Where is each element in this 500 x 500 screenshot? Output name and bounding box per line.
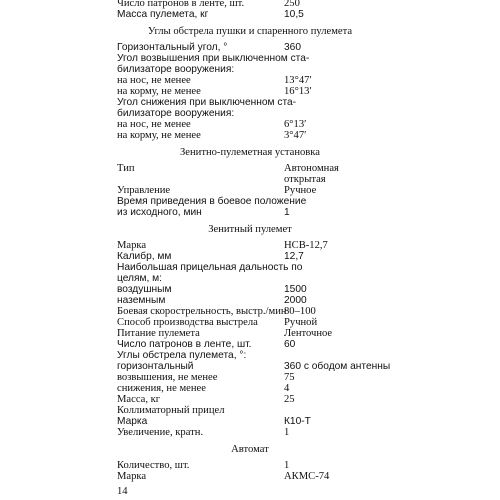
spec-label: Коллиматорный прицел [117, 405, 225, 416]
spec-value: 360 [284, 42, 301, 53]
spec-value: Ленточное [284, 328, 333, 339]
spec-value: 2000 [284, 295, 307, 306]
spec-label: на нос, не менее [117, 119, 191, 130]
spec-label: Марка [117, 416, 148, 427]
spec-label: воздушным [117, 284, 172, 295]
spec-value: Ручной [284, 317, 318, 328]
page-number: 14 [117, 486, 128, 497]
spec-label: Горизонтальный угол, ° [117, 42, 228, 53]
spec-label: Боевая скорострельность, выстр./мин [117, 306, 287, 317]
spec-value: 4 [284, 383, 290, 394]
spec-value: Ручное [284, 185, 317, 196]
spec-label: Угол возвышения при выключенном ста- [117, 53, 310, 64]
spec-label: возвышения, не менее [117, 372, 218, 383]
spec-label: Время приведения в боевое положение [117, 196, 307, 207]
spec-label: Марка [117, 240, 147, 251]
section-heading: Углы обстрела пушки и спаренного пулемета [147, 26, 353, 37]
spec-value: 6°13′ [284, 119, 307, 130]
spec-value: 75 [284, 372, 295, 383]
spec-value: 1 [284, 207, 290, 218]
section-heading: Автомат [231, 444, 269, 455]
spec-label: Масса, кг [117, 394, 161, 405]
spec-label: Масса пулемета, кг [117, 9, 209, 20]
spec-value: К10-Т [284, 416, 311, 427]
spec-label: Увеличение, кратн. [117, 427, 204, 438]
spec-label: Тип [117, 163, 135, 174]
spec-label: Калибр, мм [117, 251, 172, 262]
spec-label: Число патронов в ленте, шт. [117, 0, 245, 9]
spec-label: Количество, шт. [117, 460, 190, 471]
spec-value: 16°13′ [284, 86, 312, 97]
spec-label: Наибольшая прицельная дальность по [117, 262, 303, 273]
spec-value: 360 с ободом антенны [284, 361, 391, 372]
spec-value: 25 [284, 394, 295, 405]
spec-value: 60 [284, 339, 296, 350]
spec-value: 13°47′ [284, 75, 312, 86]
spec-label: Угол снижения при выключенном ста- [117, 97, 297, 108]
section-heading: Зенитный пулемет [208, 224, 292, 235]
spec-value: НСВ-12,7 [284, 240, 328, 251]
spec-label: Число патронов в ленте, шт. [117, 339, 252, 350]
spec-label: горизонтальный [117, 361, 194, 372]
spec-label: Марка [117, 471, 147, 482]
spec-label: Управление [117, 185, 171, 196]
spec-label: Способ производства выстрела [117, 317, 258, 328]
spec-value: открытая [284, 174, 326, 185]
spec-value: 250 [284, 0, 300, 9]
spec-label: билизаторе вооружения: [117, 64, 235, 75]
spec-label: наземным [117, 295, 166, 306]
spec-label: на нос, не менее [117, 75, 191, 86]
spec-value: 3°47′ [284, 130, 307, 141]
spec-value: АКМС-74 [284, 471, 330, 482]
section-heading: Зенитно-пулеметная установка [179, 147, 320, 158]
spec-value: 1 [284, 460, 290, 471]
spec-label: на корму, не менее [117, 130, 201, 141]
spec-label: снижения, не менее [117, 383, 206, 394]
spec-label: билизаторе вооружения: [117, 108, 235, 119]
spec-value: 1 [284, 427, 290, 438]
spec-value: 1500 [284, 284, 307, 295]
spec-value: 10,5 [284, 9, 304, 20]
spec-value: 12,7 [284, 251, 304, 262]
spec-label: Питание пулемета [117, 328, 200, 339]
spec-label: целям, м: [117, 273, 163, 284]
spec-label: из исходного, мин [117, 207, 202, 218]
spec-label: на корму, не менее [117, 86, 201, 97]
spec-label: Углы обстрела пулемета, °: [117, 350, 247, 361]
spec-value: 80–100 [284, 306, 316, 317]
spec-value: Автономная [284, 163, 339, 174]
